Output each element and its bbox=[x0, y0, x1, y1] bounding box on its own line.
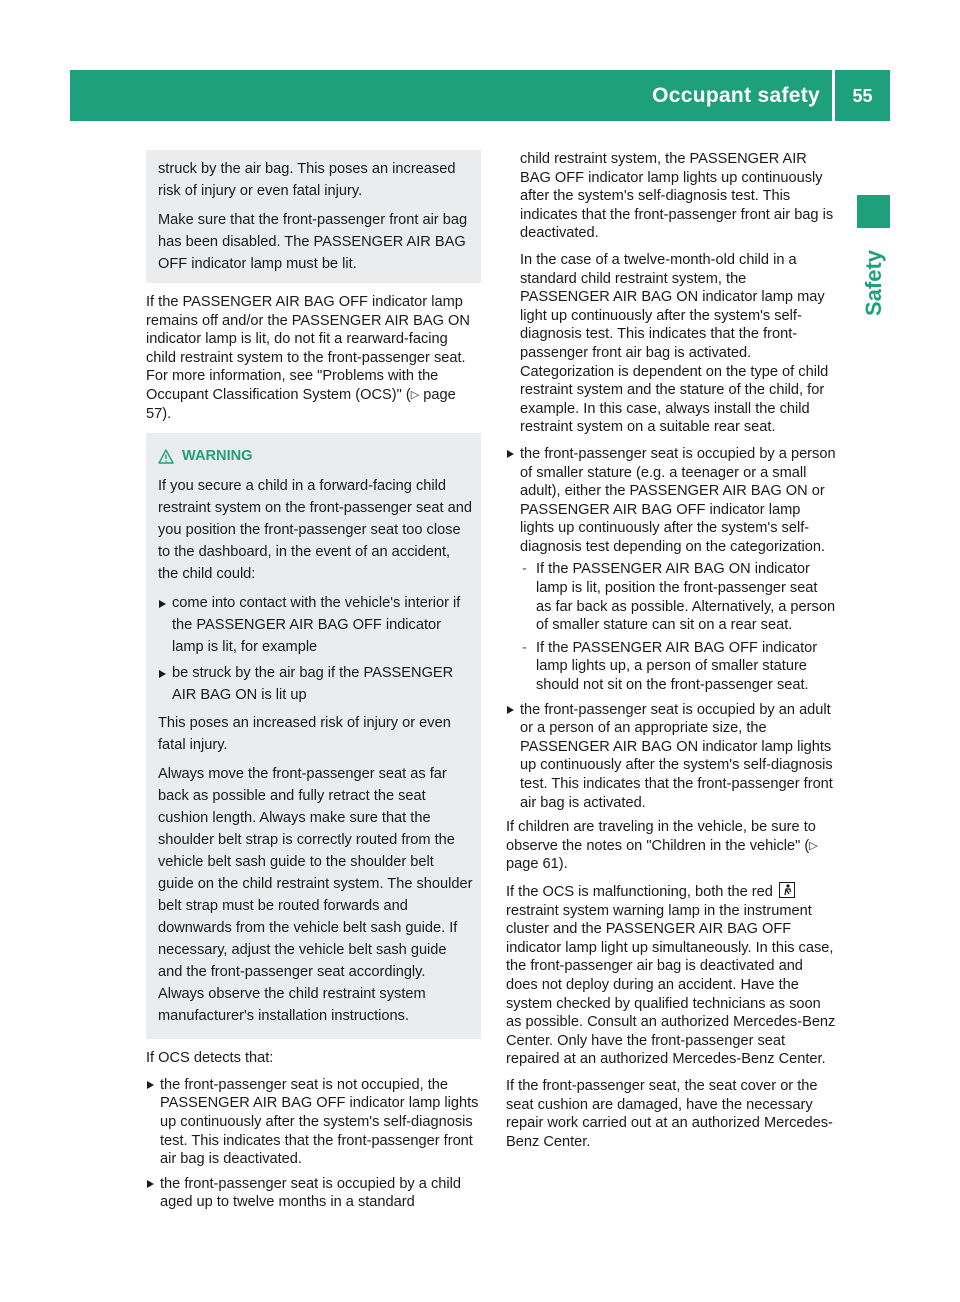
paragraph bbox=[146, 293, 481, 423]
sub-list bbox=[520, 560, 836, 694]
page-ref-arrow-icon: ▷ bbox=[410, 388, 420, 401]
warning-paragraph: This poses an increased risk of injury or even fatal injury. bbox=[158, 715, 451, 754]
ocs-list-continued bbox=[506, 445, 836, 812]
section-marker bbox=[857, 195, 890, 228]
warning-intro: If you secure a child in a forward-facing child restraint system on the front-passenger seat and you position the front-passenger seat too close to the dashboard, in the event of an accident, the child could: bbox=[158, 478, 472, 583]
sub-list-item: - If the PASSENGER AIR BAG ON indicator lamp is lit, position the front-passenger seat as far back as possible. Alternatively, a person of smaller stature can sit on a rear seat. bbox=[520, 560, 836, 634]
paragraph: If the front-passenger seat, the seat cover or the seat cushion are damaged, have the necessary repair work carried out at an authorized Mercedes-Benz Center. bbox=[506, 1077, 833, 1150]
ocs-list bbox=[146, 1076, 481, 1212]
warning-paragraph: Always move the front-passenger seat as far back as possible and fully retract the seat cushion length. Always make sure that the shoulder belt strap is correctly routed from the vehicle belt sash guide to the shoulder belt guide on the child restraint system. The shoulder belt strap must be routed forwards and downwards from the vehicle belt sash guide. If necessary, adjust the vehicle belt sash guide and the front-passenger seat accordingly. Always observe the child restraint system manufacturer's installation instructions. bbox=[158, 766, 473, 1025]
warning-title: WARNING bbox=[182, 448, 253, 465]
list-item: the front-passenger seat is not occupied, the PASSENGER AIR BAG OFF indicator lamp lights up continuously after the system's self-diagnosis test. This indicates that the front-passenger front air bag is deactivated. bbox=[146, 1076, 481, 1169]
list-item: come into contact with the vehicle's interior if the PASSENGER AIR BAG OFF indicator lamp is lit, for example bbox=[158, 592, 473, 658]
paragraph: In the case of a twelve-month-old child in a standard child restraint system, the PASSENGER AIR BAG ON indicator lamp may light up continuously after the system's self-diagnosis test. This indicates that the front-passenger front air bag is activated. Categorization is dependent on the type of child restraint system and the stature of the child, for example. In this case, always install the child restraint system on a suitable rear seat. bbox=[520, 251, 829, 436]
bullet-continuation bbox=[506, 150, 836, 437]
box-paragraph: struck by the air bag. This poses an increased risk of injury or even fatal injury. bbox=[158, 161, 456, 199]
box-paragraph: Make sure that the front-passenger front air bag has been disabled. The PASSENGER AIR BAG OFF indicator lamp must be lit. bbox=[158, 212, 468, 272]
list-item: the front-passenger seat is occupied by a child aged up to twelve months in a standard bbox=[146, 1175, 481, 1212]
page-reference[interactable]: page 61). bbox=[506, 856, 568, 873]
page-ref-arrow-icon: ▷ bbox=[809, 839, 818, 852]
note-box-continued bbox=[146, 150, 481, 283]
warning-box bbox=[146, 433, 481, 1039]
list-item: the front-passenger seat is occupied by an adult or a person of an appropriate size, the PASSENGER AIR BAG ON indicator lamp lights up continuously after the system's self-diagnosis test. This indicates that the front-passenger front air bag is activated. bbox=[506, 701, 836, 813]
section-tab bbox=[858, 233, 890, 333]
section-tab-label: Safety bbox=[861, 249, 886, 317]
seatbelt-warning-icon bbox=[779, 882, 795, 898]
paragraph: child restraint system, the PASSENGER AIR BAG OFF indicator lamp lights up continuously after the system's self-diagnosis test. This indicates that the front-passenger front air bag is deactivated. bbox=[520, 151, 834, 242]
paragraph: If OCS detects that: bbox=[146, 1050, 274, 1067]
warning-triangle-icon bbox=[158, 449, 174, 464]
sub-list-item: - If the PASSENGER AIR BAG OFF indicator lamp lights up, a person of smaller stature should not sit on the front-passenger seat. bbox=[520, 639, 836, 695]
list-item: be struck by the air bag if the PASSENGER AIR BAG ON is lit up bbox=[158, 662, 473, 706]
right-column bbox=[506, 150, 836, 1159]
paragraph bbox=[506, 882, 836, 1069]
warning-list bbox=[158, 592, 473, 706]
warning-header bbox=[158, 445, 473, 467]
left-column bbox=[146, 150, 481, 1218]
paragraph bbox=[506, 818, 836, 874]
paragraph-text: If the PASSENGER AIR BAG OFF indicator lamp remains off and/or the PASSENGER AIR BAG ON indicator lamp is lit, do not fit a rearward-facing child restraint system to the front-passenger seat. For more information, see "Problems with the Occupant Classification System (OCS)" ( bbox=[146, 294, 470, 403]
page-number: 55 bbox=[852, 86, 873, 106]
paragraph-text: restraint system warning lamp in the instrument cluster and the PASSENGER AIR BAG OFF indicator lamp light up simultaneously. In this case, the front-passenger air bag is deactivated and does not deploy during an accident. Have the system checked by qualified technicians as soon as possible. Consult an authorized Mercedes-Benz Center. Only have the front-passenger seat repaired at an authorized Mercedes-Benz Center. bbox=[506, 902, 836, 1068]
paragraph-text: If the OCS is malfunctioning, both the red bbox=[506, 883, 773, 900]
list-item-text: the front-passenger seat is occupied by a person of smaller stature (e.g. a teenager or a small adult), either the PASSENGER AIR BAG ON or PASSENGER AIR BAG OFF indicator lamp lights up continuously after the system's self-diagnosis test depending on the categorization. bbox=[520, 445, 836, 555]
page-reference[interactable]: page 57). bbox=[146, 386, 456, 422]
list-item bbox=[506, 445, 836, 695]
paragraph-text: If children are traveling in the vehicle, be sure to observe the notes on "Children in the vehicle" ( bbox=[506, 819, 816, 854]
page-title: Occupant safety bbox=[652, 84, 820, 107]
